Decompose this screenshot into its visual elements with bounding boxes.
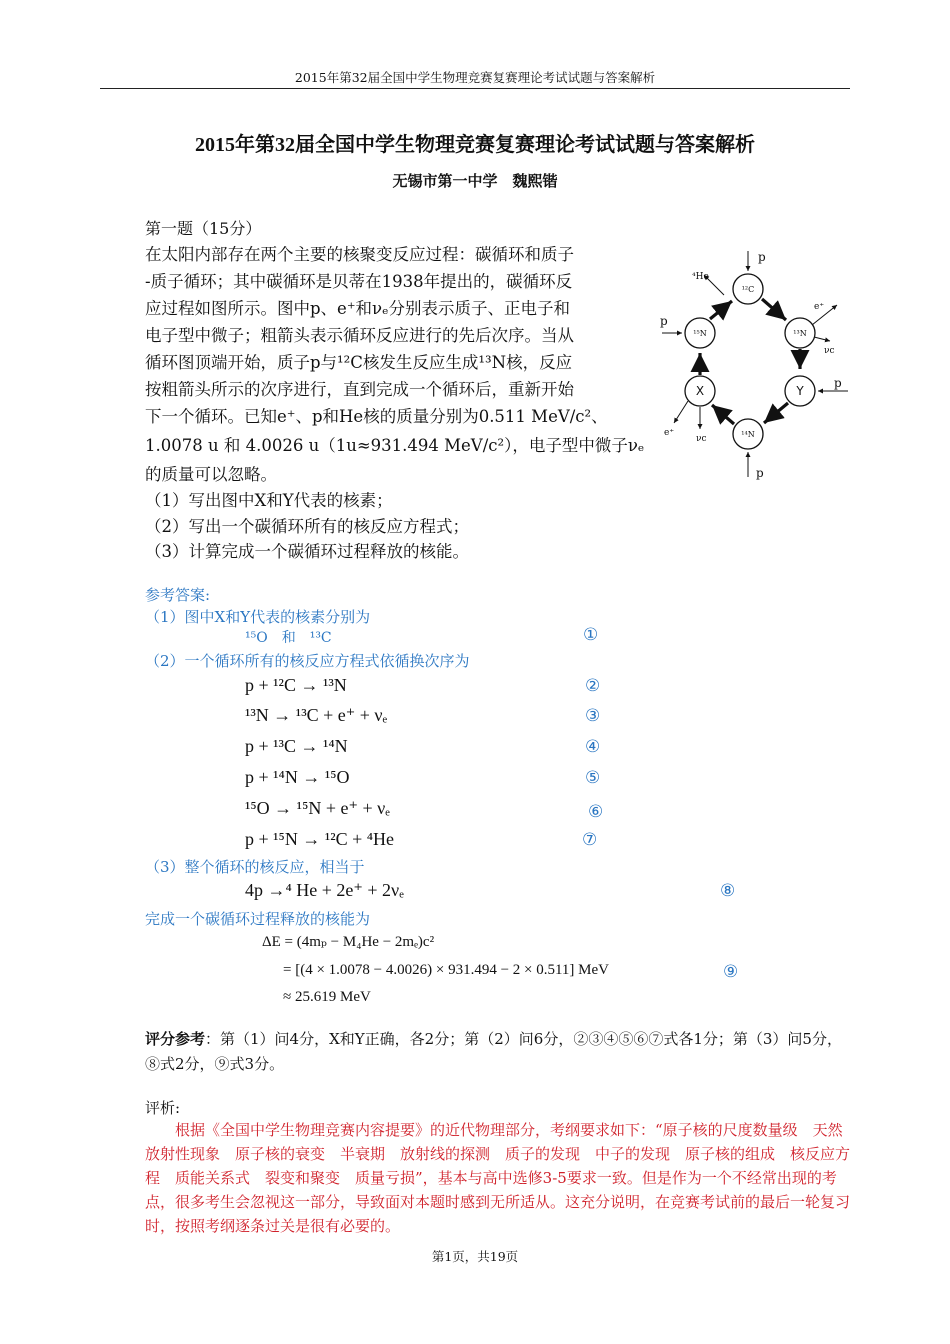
page-footer: 第1页，共19页 <box>431 1249 519 1264</box>
node-c12: ¹²C <box>741 285 755 294</box>
label-eplus-left: e⁺ <box>664 428 675 438</box>
question-line: 按粗箭头所示的次序进行，直到完成一个循环后，重新开始 <box>145 380 574 399</box>
answer-heading: 参考答案: <box>145 586 211 604</box>
running-header: 2015年第32届全国中学生物理竞赛复赛理论考试试题与答案解析 <box>294 70 656 85</box>
eq-number-4: ④ <box>585 737 601 757</box>
equation-5: p + ¹⁴N → ¹⁵O <box>245 767 350 787</box>
label-he4: ⁴He <box>692 272 709 282</box>
label-p-top: p <box>758 250 766 264</box>
question-line: 电子型中微子；粗箭头表示循环反应进行的先后次序。当从 <box>145 326 574 345</box>
eq-number-6: ⑥ <box>588 802 604 822</box>
label-p-left: p <box>660 314 668 328</box>
equation-3: ¹³N → ¹³C + e⁺ + νₑ <box>245 705 388 725</box>
eq-number-5: ⑤ <box>585 768 601 788</box>
author-line: 无锡市第一中学 魏熙锴 <box>392 172 558 190</box>
label-eplus-right: e⁺ <box>814 302 825 312</box>
question-heading: 第一题（15分） <box>145 219 262 238</box>
question-line: 循环图顶端开始，质子p与¹²C核发生反应生成¹³N核，反应 <box>145 353 573 372</box>
scoring-note <box>145 1027 850 1077</box>
scoring-text: ：第（1）问4分，X和Y正确，各2分；第（2）问6分，②③④⑤⑥⑦式各1分；第（3）问5分，⑧式2分，⑨式3分。 <box>145 1030 842 1073</box>
question-line: 在太阳内部存在两个主要的核聚变反应过程：碳循环和质子 <box>145 245 574 264</box>
scoring-label: 评分参考 <box>145 1030 206 1048</box>
question-line: 的质量可以忽略。 <box>145 465 277 484</box>
question-line: 1.0078 u 和 4.0026 u（1u≈931.494 MeV/c²），电子型中微子νₑ <box>145 436 645 455</box>
answer-part2-intro: （2）一个循环所有的核反应方程式依循换次序为 <box>145 652 470 670</box>
node-n14: ¹⁴N <box>741 430 755 439</box>
energy-line-3: ≈ 25.619 MeV <box>283 989 371 1005</box>
node-n13-left: ¹⁵N <box>693 329 707 338</box>
document-title: 2015年第32届全国中学生物理竞赛复赛理论考试试题与答案解析 <box>195 134 755 156</box>
question-item-2: （2）写出一个碳循环所有的核反应方程式； <box>145 517 469 536</box>
carbon-cycle-diagram <box>652 245 857 485</box>
answer-part3-intro: （3）整个循环的核反应，相当于 <box>145 858 365 876</box>
label-nu-left: νc <box>696 434 707 444</box>
answer-part1-nuclides: ¹⁵O 和 ¹³C <box>245 630 332 646</box>
question-item-3: （3）计算完成一个碳循环过程释放的核能。 <box>145 542 469 561</box>
label-nu-right: νc <box>824 346 835 356</box>
equation-6: ¹⁵O → ¹⁵N + e⁺ + νₑ <box>245 798 390 818</box>
eq-number-8: ⑧ <box>720 881 736 901</box>
eq-number-1: ① <box>583 625 599 645</box>
eq-number-3: ③ <box>585 706 601 726</box>
question-item-1: （1）写出图中X和Y代表的核素； <box>145 491 393 510</box>
eq-number-9: ⑨ <box>723 962 739 982</box>
label-p-right: p <box>834 376 842 390</box>
question-line: 应过程如图所示。图中p、e⁺和νₑ分别表示质子、正电子和 <box>145 299 570 318</box>
answer-part1-intro: （1）图中X和Y代表的核素分别为 <box>145 608 371 626</box>
commentary-label: 评析: <box>145 1099 181 1117</box>
node-x: X <box>695 384 705 398</box>
eq-number-2: ② <box>585 676 601 696</box>
question-line: -质子循环；其中碳循环是贝蒂在1938年提出的，碳循环反 <box>145 272 573 291</box>
equation-7: p + ¹⁵N → ¹²C + ⁴He <box>245 829 395 849</box>
commentary-text: 根据《全国中学生物理竞赛内容提要》的近代物理部分，考纲要求如下：“原子核的尺度数量级 天然放射性现象 原子核的衰变 半衰期 放射线的探测 质子的发现 中子的发现 原子核的组成 核反应方程 质能关系式 裂变和聚变 质量亏损”，基本与高中选修3-5要求一致。但是作为一个不经常出现的考点，很多考生会忽视这一部分，导致面对本题时感到无所适从。这充分说明，在竞赛考试前的最后一轮复习时，按照考纲逐条过关是很有必要的。 <box>145 1121 851 1235</box>
energy-line-1: ΔE = (4mₚ − M₄He − 2mₑ)c² <box>262 934 435 950</box>
question-line: 下一个循环。已知e⁺、p和He核的质量分别为0.511 MeV/c²、 <box>145 407 608 426</box>
node-y: Y <box>796 384 804 398</box>
energy-intro: 完成一个碳循环过程释放的核能为 <box>145 910 371 928</box>
equation-2: p + ¹²C → ¹³N <box>245 675 347 695</box>
label-p-bottom: p <box>756 466 764 480</box>
equation-8: 4p →⁴ He + 2e⁺ + 2νₑ <box>245 880 404 900</box>
energy-line-2: = [(4 × 1.0078 − 4.0026) × 931.494 − 2 × 0.511] MeV <box>283 962 610 978</box>
eq-number-7: ⑦ <box>582 830 598 850</box>
equation-4: p + ¹³C → ¹⁴N <box>245 736 348 756</box>
node-n13-right: ¹³N <box>793 329 807 338</box>
header-rule <box>100 88 850 89</box>
